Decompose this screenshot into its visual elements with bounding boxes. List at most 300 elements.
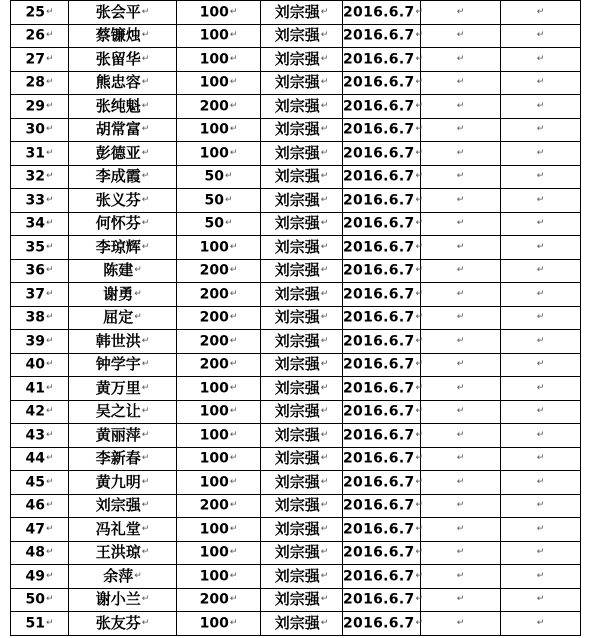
cell-date[interactable] <box>343 95 424 119</box>
cell-date-text: 2016.6.7 <box>343 27 415 44</box>
cell-number[interactable] <box>11 330 69 354</box>
paragraph-mark-icon: ↵ <box>320 594 329 605</box>
cell-date[interactable] <box>343 471 424 495</box>
paragraph-mark-icon: ↵ <box>320 265 329 276</box>
cell-agent[interactable] <box>261 142 343 166</box>
cell-agent[interactable] <box>261 259 343 283</box>
cell-empty[interactable] <box>421 400 501 424</box>
cell-date[interactable] <box>343 118 424 142</box>
cell-amount[interactable] <box>177 447 261 471</box>
paragraph-mark-icon: ↵ <box>320 100 329 111</box>
cell-name-text: 屈定 <box>103 308 134 327</box>
cell-agent-text: 刘宗强 <box>274 143 320 162</box>
paragraph-mark-icon: ↵ <box>141 100 150 111</box>
paragraph-mark-icon: ↵ <box>415 53 424 64</box>
paragraph-mark-icon: ↵ <box>456 100 465 111</box>
table-row <box>11 353 581 377</box>
cell-name-text: 李成霞 <box>95 167 141 186</box>
cell-date-text: 2016.6.7 <box>343 51 415 67</box>
cell-name[interactable] <box>69 71 177 95</box>
cell-date-text: 2016.6.7 <box>343 286 415 302</box>
cell-amount[interactable] <box>177 353 261 377</box>
paragraph-mark-icon: ↵ <box>320 241 329 252</box>
cell-agent[interactable] <box>261 306 343 330</box>
paragraph-mark-icon: ↵ <box>141 406 150 417</box>
paragraph-mark-icon: ↵ <box>536 100 545 111</box>
cell-number[interactable] <box>11 447 69 471</box>
cell-empty[interactable] <box>421 353 501 377</box>
cell-empty[interactable] <box>421 189 501 213</box>
cell-agent-text: 刘宗强 <box>274 261 320 280</box>
cell-empty[interactable] <box>501 212 581 236</box>
cell-agent[interactable] <box>261 471 343 495</box>
table-row <box>11 612 581 636</box>
cell-number-text: 51 <box>25 615 45 631</box>
table-row <box>11 95 581 119</box>
cell-agent-text: 刘宗强 <box>274 472 320 491</box>
cell-name[interactable] <box>69 259 177 283</box>
cell-date[interactable] <box>343 189 424 213</box>
paragraph-mark-icon: ↵ <box>320 617 329 628</box>
cell-empty[interactable] <box>501 24 581 48</box>
cell-number[interactable] <box>11 1 69 25</box>
cell-agent-text: 刘宗强 <box>274 449 320 468</box>
cell-name[interactable] <box>69 353 177 377</box>
cell-name-text: 张义芬 <box>95 190 141 209</box>
cell-agent[interactable] <box>261 95 343 119</box>
cell-empty[interactable] <box>421 565 501 589</box>
cell-date[interactable] <box>343 1 424 25</box>
cell-empty[interactable] <box>421 377 501 401</box>
paragraph-mark-icon: ↵ <box>536 288 545 299</box>
cell-name-text: 李新春 <box>95 449 141 468</box>
cell-amount[interactable] <box>177 306 261 330</box>
cell-empty[interactable] <box>421 424 501 448</box>
paragraph-mark-icon: ↵ <box>45 218 54 228</box>
cell-number[interactable] <box>11 400 69 424</box>
cell-amount[interactable] <box>177 424 261 448</box>
cell-agent[interactable] <box>261 212 343 236</box>
cell-empty[interactable] <box>421 236 501 260</box>
cell-empty[interactable] <box>501 353 581 377</box>
cell-date[interactable] <box>343 330 424 354</box>
cell-number-text: 48 <box>25 544 45 561</box>
cell-agent[interactable] <box>261 1 343 25</box>
cell-number[interactable] <box>11 471 69 495</box>
cell-agent[interactable] <box>261 588 343 612</box>
paragraph-mark-icon: ↵ <box>415 547 424 557</box>
cell-number[interactable] <box>11 494 69 518</box>
paragraph-mark-icon: ↵ <box>456 124 465 135</box>
cell-empty[interactable] <box>421 118 501 142</box>
paragraph-mark-icon: ↵ <box>45 523 54 534</box>
cell-number[interactable] <box>11 588 69 612</box>
cell-empty[interactable] <box>421 212 501 236</box>
cell-date-text: 2016.6.7 <box>343 403 415 420</box>
cell-empty[interactable] <box>421 259 501 283</box>
cell-number[interactable] <box>11 518 69 542</box>
paragraph-mark-icon: ↵ <box>415 288 424 299</box>
cell-agent[interactable] <box>261 283 343 307</box>
cell-name[interactable] <box>69 518 177 542</box>
cell-agent[interactable] <box>261 48 343 72</box>
cell-empty[interactable] <box>421 306 501 330</box>
donation-table <box>10 0 581 636</box>
cell-number-text: 33 <box>25 192 45 208</box>
cell-empty[interactable] <box>421 588 501 612</box>
cell-agent[interactable] <box>261 518 343 542</box>
cell-name[interactable] <box>69 1 177 25</box>
cell-amount[interactable] <box>177 612 261 636</box>
cell-amount[interactable] <box>177 283 261 307</box>
cell-agent[interactable] <box>261 565 343 589</box>
cell-number-text: 38 <box>25 309 45 326</box>
cell-empty[interactable] <box>501 71 581 95</box>
cell-date[interactable] <box>343 48 424 72</box>
cell-name-text: 刘宗强 <box>95 496 141 515</box>
cell-number[interactable] <box>11 95 69 119</box>
cell-empty[interactable] <box>501 1 581 25</box>
paragraph-mark-icon: ↵ <box>320 476 329 487</box>
cell-amount[interactable] <box>177 494 261 518</box>
paragraph-mark-icon: ↵ <box>456 312 465 323</box>
cell-empty[interactable] <box>421 471 501 495</box>
cell-number[interactable] <box>11 283 69 307</box>
cell-empty[interactable] <box>421 447 501 471</box>
cell-date[interactable] <box>343 353 424 377</box>
table-row <box>11 400 581 424</box>
cell-number[interactable] <box>11 306 69 330</box>
cell-amount[interactable] <box>177 330 261 354</box>
cell-amount-text: 100 <box>199 27 229 44</box>
cell-agent[interactable] <box>261 400 343 424</box>
cell-empty[interactable] <box>501 447 581 471</box>
cell-name[interactable] <box>69 24 177 48</box>
cell-name[interactable] <box>69 612 177 636</box>
cell-number[interactable] <box>11 189 69 213</box>
cell-number[interactable] <box>11 48 69 72</box>
cell-name[interactable] <box>69 283 177 307</box>
cell-date[interactable] <box>343 612 424 636</box>
paragraph-mark-icon: ↵ <box>224 218 233 228</box>
paragraph-mark-icon: ↵ <box>45 476 54 487</box>
cell-name[interactable] <box>69 471 177 495</box>
table-row <box>11 165 581 189</box>
cell-empty[interactable] <box>501 95 581 119</box>
cell-empty[interactable] <box>501 236 581 260</box>
cell-empty[interactable] <box>501 189 581 213</box>
cell-number-text: 30 <box>25 121 45 138</box>
cell-amount[interactable] <box>177 588 261 612</box>
cell-agent[interactable] <box>261 165 343 189</box>
cell-empty[interactable] <box>501 471 581 495</box>
cell-date[interactable] <box>343 377 424 401</box>
cell-number[interactable] <box>11 165 69 189</box>
cell-empty[interactable] <box>501 259 581 283</box>
cell-amount-text: 100 <box>199 615 229 631</box>
cell-date-text: 2016.6.7 <box>343 121 415 138</box>
cell-date-text: 2016.6.7 <box>343 239 415 255</box>
cell-date[interactable] <box>343 24 424 48</box>
cell-date[interactable] <box>343 71 424 95</box>
cell-number[interactable] <box>11 236 69 260</box>
cell-amount-text: 50 <box>204 192 224 208</box>
cell-amount-text: 100 <box>199 4 229 20</box>
cell-name[interactable] <box>69 330 177 354</box>
cell-date[interactable] <box>343 236 424 260</box>
cell-number[interactable] <box>11 424 69 448</box>
cell-name[interactable] <box>69 377 177 401</box>
cell-empty[interactable] <box>421 24 501 48</box>
table-row <box>11 212 581 236</box>
paragraph-mark-icon: ↵ <box>229 594 238 604</box>
cell-date-text: 2016.6.7 <box>343 168 415 185</box>
cell-agent[interactable] <box>261 330 343 354</box>
cell-amount-text: 100 <box>199 51 229 67</box>
cell-number[interactable] <box>11 377 69 401</box>
cell-agent-text: 刘宗强 <box>274 402 320 421</box>
cell-name[interactable] <box>69 588 177 612</box>
cell-empty[interactable] <box>501 118 581 142</box>
paragraph-mark-icon: ↵ <box>45 171 54 181</box>
cell-amount[interactable] <box>177 118 261 142</box>
paragraph-mark-icon: ↵ <box>536 406 545 417</box>
table-row <box>11 306 581 330</box>
cell-empty[interactable] <box>501 588 581 612</box>
cell-name[interactable] <box>69 400 177 424</box>
cell-amount[interactable] <box>177 71 261 95</box>
cell-amount[interactable] <box>177 24 261 48</box>
cell-name[interactable] <box>69 236 177 260</box>
cell-agent-text: 刘宗强 <box>274 496 320 515</box>
cell-name[interactable] <box>69 424 177 448</box>
paragraph-mark-icon: ↵ <box>229 335 238 346</box>
cell-amount[interactable] <box>177 565 261 589</box>
cell-agent-text: 刘宗强 <box>274 73 320 92</box>
cell-date[interactable] <box>343 165 424 189</box>
cell-empty[interactable] <box>501 400 581 424</box>
paragraph-mark-icon: ↵ <box>45 547 54 557</box>
cell-name[interactable] <box>69 541 177 565</box>
cell-empty[interactable] <box>421 494 501 518</box>
paragraph-mark-icon: ↵ <box>229 77 238 87</box>
paragraph-mark-icon: ↵ <box>229 617 238 628</box>
table-row <box>11 330 581 354</box>
cell-name[interactable] <box>69 48 177 72</box>
cell-name[interactable] <box>69 189 177 213</box>
cell-amount[interactable] <box>177 518 261 542</box>
paragraph-mark-icon: ↵ <box>45 500 54 510</box>
cell-date[interactable] <box>343 541 424 565</box>
cell-name[interactable] <box>69 118 177 142</box>
paragraph-mark-icon: ↵ <box>415 312 424 322</box>
cell-empty[interactable] <box>501 165 581 189</box>
paragraph-mark-icon: ↵ <box>141 500 150 511</box>
cell-number[interactable] <box>11 353 69 377</box>
cell-agent[interactable] <box>261 118 343 142</box>
cell-number[interactable] <box>11 118 69 142</box>
cell-empty[interactable] <box>421 71 501 95</box>
cell-agent[interactable] <box>261 424 343 448</box>
cell-date-text: 2016.6.7 <box>343 333 415 349</box>
cell-name[interactable] <box>69 565 177 589</box>
paragraph-mark-icon: ↵ <box>536 523 545 534</box>
cell-empty[interactable] <box>501 48 581 72</box>
cell-agent[interactable] <box>261 541 343 565</box>
paragraph-mark-icon: ↵ <box>320 218 329 229</box>
cell-amount[interactable] <box>177 400 261 424</box>
cell-empty[interactable] <box>501 541 581 565</box>
cell-name[interactable] <box>69 95 177 119</box>
cell-date[interactable] <box>343 494 424 518</box>
cell-empty[interactable] <box>421 1 501 25</box>
cell-empty[interactable] <box>501 377 581 401</box>
cell-date[interactable] <box>343 588 424 612</box>
cell-name[interactable] <box>69 212 177 236</box>
cell-amount[interactable] <box>177 236 261 260</box>
cell-name[interactable] <box>69 447 177 471</box>
cell-empty[interactable] <box>421 142 501 166</box>
cell-agent[interactable] <box>261 494 343 518</box>
cell-name[interactable] <box>69 165 177 189</box>
cell-amount[interactable] <box>177 1 261 25</box>
cell-name-text: 胡常富 <box>95 120 141 139</box>
cell-amount[interactable] <box>177 259 261 283</box>
cell-agent-text: 刘宗强 <box>274 355 320 374</box>
paragraph-mark-icon: ↵ <box>415 100 424 111</box>
cell-amount[interactable] <box>177 95 261 119</box>
cell-date[interactable] <box>343 518 424 542</box>
paragraph-mark-icon: ↵ <box>456 594 465 605</box>
paragraph-mark-icon: ↵ <box>415 218 424 228</box>
paragraph-mark-icon: ↵ <box>415 500 424 510</box>
cell-name[interactable] <box>69 306 177 330</box>
paragraph-mark-icon: ↵ <box>536 171 545 182</box>
cell-date-text: 2016.6.7 <box>343 215 415 232</box>
cell-empty[interactable] <box>421 283 501 307</box>
cell-amount[interactable] <box>177 212 261 236</box>
paragraph-mark-icon: ↵ <box>141 617 150 628</box>
cell-empty[interactable] <box>501 330 581 354</box>
cell-empty[interactable] <box>421 165 501 189</box>
cell-number[interactable] <box>11 24 69 48</box>
paragraph-mark-icon: ↵ <box>45 265 54 275</box>
cell-amount[interactable] <box>177 541 261 565</box>
cell-empty[interactable] <box>501 142 581 166</box>
cell-empty[interactable] <box>421 518 501 542</box>
paragraph-mark-icon: ↵ <box>141 382 150 393</box>
cell-agent[interactable] <box>261 189 343 213</box>
cell-number-text: 29 <box>25 98 45 114</box>
cell-name[interactable] <box>69 494 177 518</box>
cell-date-text: 2016.6.7 <box>343 427 415 443</box>
cell-agent[interactable] <box>261 447 343 471</box>
cell-number[interactable] <box>11 212 69 236</box>
cell-amount[interactable] <box>177 377 261 401</box>
cell-number[interactable] <box>11 541 69 565</box>
cell-name[interactable] <box>69 142 177 166</box>
cell-amount[interactable] <box>177 165 261 189</box>
cell-number[interactable] <box>11 612 69 636</box>
cell-amount[interactable] <box>177 142 261 166</box>
cell-agent-text: 刘宗强 <box>274 214 320 233</box>
cell-date[interactable] <box>343 212 424 236</box>
paragraph-mark-icon: ↵ <box>45 617 54 628</box>
cell-agent[interactable] <box>261 612 343 636</box>
paragraph-mark-icon: ↵ <box>141 547 150 558</box>
paragraph-mark-icon: ↵ <box>141 77 150 88</box>
paragraph-mark-icon: ↵ <box>229 382 238 393</box>
cell-number[interactable] <box>11 142 69 166</box>
cell-empty[interactable] <box>501 612 581 636</box>
table-row <box>11 48 581 72</box>
cell-empty[interactable] <box>421 612 501 636</box>
cell-date[interactable] <box>343 259 424 283</box>
cell-empty[interactable] <box>421 541 501 565</box>
cell-date[interactable] <box>343 400 424 424</box>
cell-amount[interactable] <box>177 48 261 72</box>
cell-empty[interactable] <box>501 424 581 448</box>
cell-empty[interactable] <box>501 306 581 330</box>
cell-amount-text: 200 <box>199 262 229 279</box>
cell-agent[interactable] <box>261 353 343 377</box>
cell-number-text: 32 <box>25 168 45 185</box>
cell-number-text: 34 <box>25 215 45 232</box>
cell-name-text: 张会平 <box>95 2 141 21</box>
paragraph-mark-icon: ↵ <box>45 124 54 134</box>
paragraph-mark-icon: ↵ <box>45 570 54 581</box>
cell-agent[interactable] <box>261 236 343 260</box>
cell-date[interactable] <box>343 283 424 307</box>
cell-date[interactable] <box>343 424 424 448</box>
cell-agent[interactable] <box>261 377 343 401</box>
cell-name-text: 谢小兰 <box>95 590 141 609</box>
cell-date[interactable] <box>343 306 424 330</box>
cell-empty[interactable] <box>421 48 501 72</box>
paragraph-mark-icon: ↵ <box>229 429 238 440</box>
cell-amount[interactable] <box>177 471 261 495</box>
cell-amount[interactable] <box>177 189 261 213</box>
paragraph-mark-icon: ↵ <box>229 288 238 299</box>
cell-number[interactable] <box>11 565 69 589</box>
table-row <box>11 118 581 142</box>
cell-empty[interactable] <box>501 494 581 518</box>
cell-date[interactable] <box>343 142 424 166</box>
cell-number[interactable] <box>11 259 69 283</box>
cell-empty[interactable] <box>501 565 581 589</box>
cell-empty[interactable] <box>501 283 581 307</box>
table-row <box>11 518 581 542</box>
cell-date[interactable] <box>343 447 424 471</box>
paragraph-mark-icon: ↵ <box>536 500 545 511</box>
cell-number[interactable] <box>11 71 69 95</box>
paragraph-mark-icon: ↵ <box>536 453 545 464</box>
paragraph-mark-icon: ↵ <box>456 547 465 558</box>
cell-date[interactable] <box>343 565 424 589</box>
table-row <box>11 189 581 213</box>
paragraph-mark-icon: ↵ <box>456 406 465 417</box>
paragraph-mark-icon: ↵ <box>45 335 54 346</box>
cell-empty[interactable] <box>421 330 501 354</box>
cell-agent[interactable] <box>261 24 343 48</box>
paragraph-mark-icon: ↵ <box>229 265 238 275</box>
paragraph-mark-icon: ↵ <box>229 453 238 463</box>
cell-empty[interactable] <box>501 518 581 542</box>
cell-number-text: 31 <box>25 145 45 161</box>
paragraph-mark-icon: ↵ <box>536 77 545 88</box>
cell-agent[interactable] <box>261 71 343 95</box>
cell-empty[interactable] <box>421 95 501 119</box>
